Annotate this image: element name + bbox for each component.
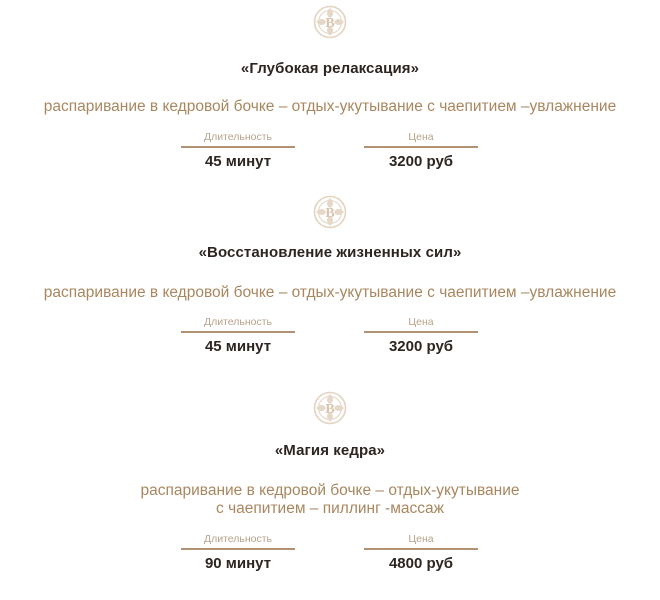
divider [181,146,295,148]
duration-label: Длительность [203,533,273,545]
duration-value: 45 минут [204,153,272,170]
divider [181,548,295,550]
duration-label: Длительность [203,131,273,143]
monogram-emblem-icon [312,390,348,426]
program-title: «Магия кедра» [274,442,386,459]
price-label: Цена [408,533,434,545]
monogram-emblem-icon [312,4,348,40]
monogram-emblem-icon [312,194,348,230]
price-label: Цена [408,316,434,328]
program-title: «Глубокая релаксация» [240,60,420,77]
program-description-line-2: с чаепитием – пиллинг -массаж [216,500,444,517]
divider [181,331,295,333]
price-value: 3200 руб [388,153,454,170]
duration-value: 90 минут [204,555,272,572]
price-block [364,533,478,572]
duration-label: Длительность [203,316,273,328]
divider [364,146,478,148]
price-block [364,316,478,355]
duration-value: 45 минут [204,338,272,355]
program-description: распаривание в кедровой бочке – отдых-укутывание с чаепитием –увлажнение [43,284,617,301]
price-block [364,131,478,170]
duration-block [181,131,295,170]
duration-block [181,316,295,355]
price-value: 4800 руб [388,555,454,572]
program-description-line-1: распаривание в кедровой бочке – отдых-укутывание [140,482,520,499]
divider [364,548,478,550]
program-title: «Восстановление жизненных сил» [198,244,462,261]
divider [364,331,478,333]
duration-block [181,533,295,572]
price-label: Цена [408,131,434,143]
price-value: 3200 руб [388,338,454,355]
program-description: распаривание в кедровой бочке – отдых-укутывание с чаепитием –увлажнение [43,98,617,115]
